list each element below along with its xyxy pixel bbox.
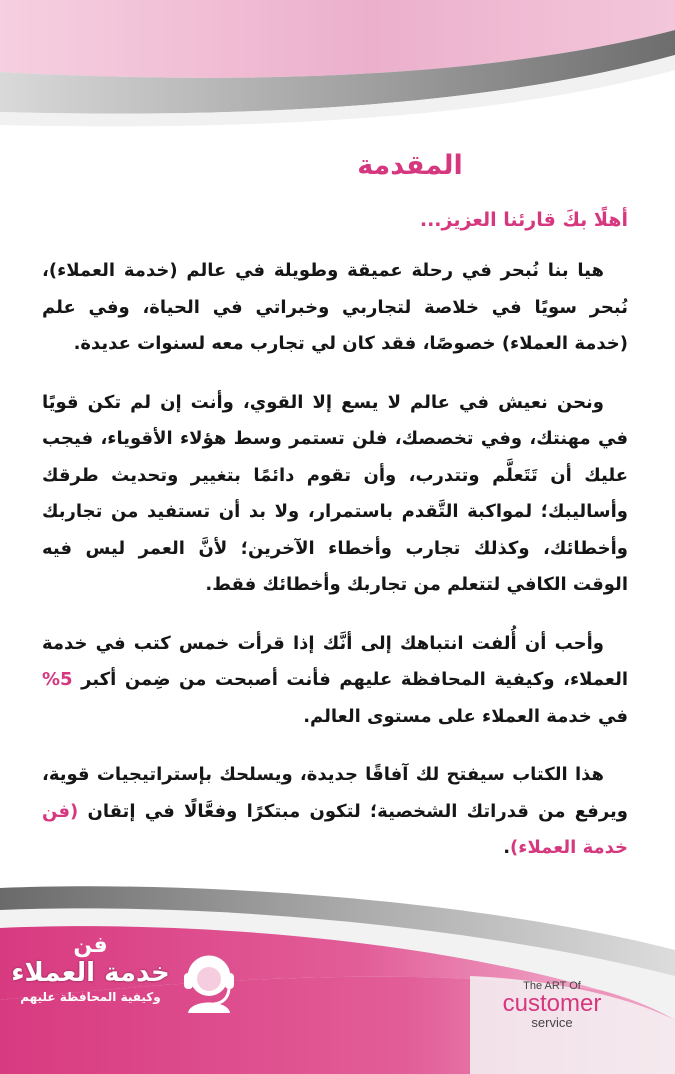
highlight-book-title: (فن خدمة العملاء): [42, 800, 628, 858]
paragraph-4: [42, 757, 628, 867]
paragraph-4-end: .: [503, 837, 511, 858]
logo-line-1: فن: [73, 933, 108, 958]
logo-line-3: وكيفية المحافظة عليهم: [20, 990, 161, 1004]
logo-en-line-1: The ART Of: [523, 980, 581, 992]
paragraph-3-text: وأحب أن أُلفت انتباهك إلى أنَّك إذا قرأت خمس كتب في خدمة العملاء، وكيفية المحافظة عليهم فأنت أصبحت من ضِمن أكبر: [42, 632, 628, 690]
paragraph-4-text: هذا الكتاب سيفتح لك آفاقًا جديدة، ويسلحك بإستراتيجيات قوية، ويرفع من قدراتك الشخصية؛ لتكون مبتكرًا وفعَّالًا في إتقان: [42, 764, 628, 822]
paragraph-1: هيا بنا نُبحر في رحلة عميقة وطويلة في عالم (خدمة العملاء)، نُبحر سويًا في خلاصة لتجاربي وخبراتي في الحياة، وفي علم (خدمة العملاء) خصوصًا، فقد كان لي تجارب معه لسنوات عديدة.: [42, 260, 628, 354]
paragraph-3: [42, 626, 628, 736]
logo-arabic-text: [8, 935, 173, 1005]
page-title: المقدمة: [357, 150, 463, 181]
logo-line-2: خدمة العملاء: [11, 958, 170, 988]
paragraph-3-end: في خدمة العملاء على مستوى العالم.: [303, 705, 628, 727]
paragraph-2: ونحن نعيش في عالم لا يسع إلا القوي، وأنت إن لم تكن قويًا في مهنتك، وفي تخصصك، فلن تستمر وسط هؤلاء الأقوياء، فيجب عليك أن تَتَعلَّم وتتدرب، وأن تقوم دائمًا بتغيير وتحديث طرقك وأساليبك؛ لمواكبة التَّقدم باستمرار، ولا بد أن تستفيد من تجاربك وأخطائك، وكذلك تجارب وأخطاء الآخرين؛ لأنَّ العمر ليس فيه الوقت الكافي لتتعلم من تجاربك وأخطائك فقط.: [42, 391, 628, 595]
logo-en-line-2: customer: [502, 990, 602, 1017]
header-decoration: [0, 0, 675, 135]
book-logo-english: [492, 980, 612, 1030]
greeting-line: أهلًا بكَ قارئنا العزيز...: [419, 209, 628, 231]
customer-service-headset-icon: [178, 949, 240, 1013]
book-logo-arabic: [8, 935, 338, 1025]
highlight-percent: 5%: [42, 669, 73, 690]
page-content: [42, 150, 628, 889]
logo-en-line-3: service: [531, 1015, 573, 1030]
